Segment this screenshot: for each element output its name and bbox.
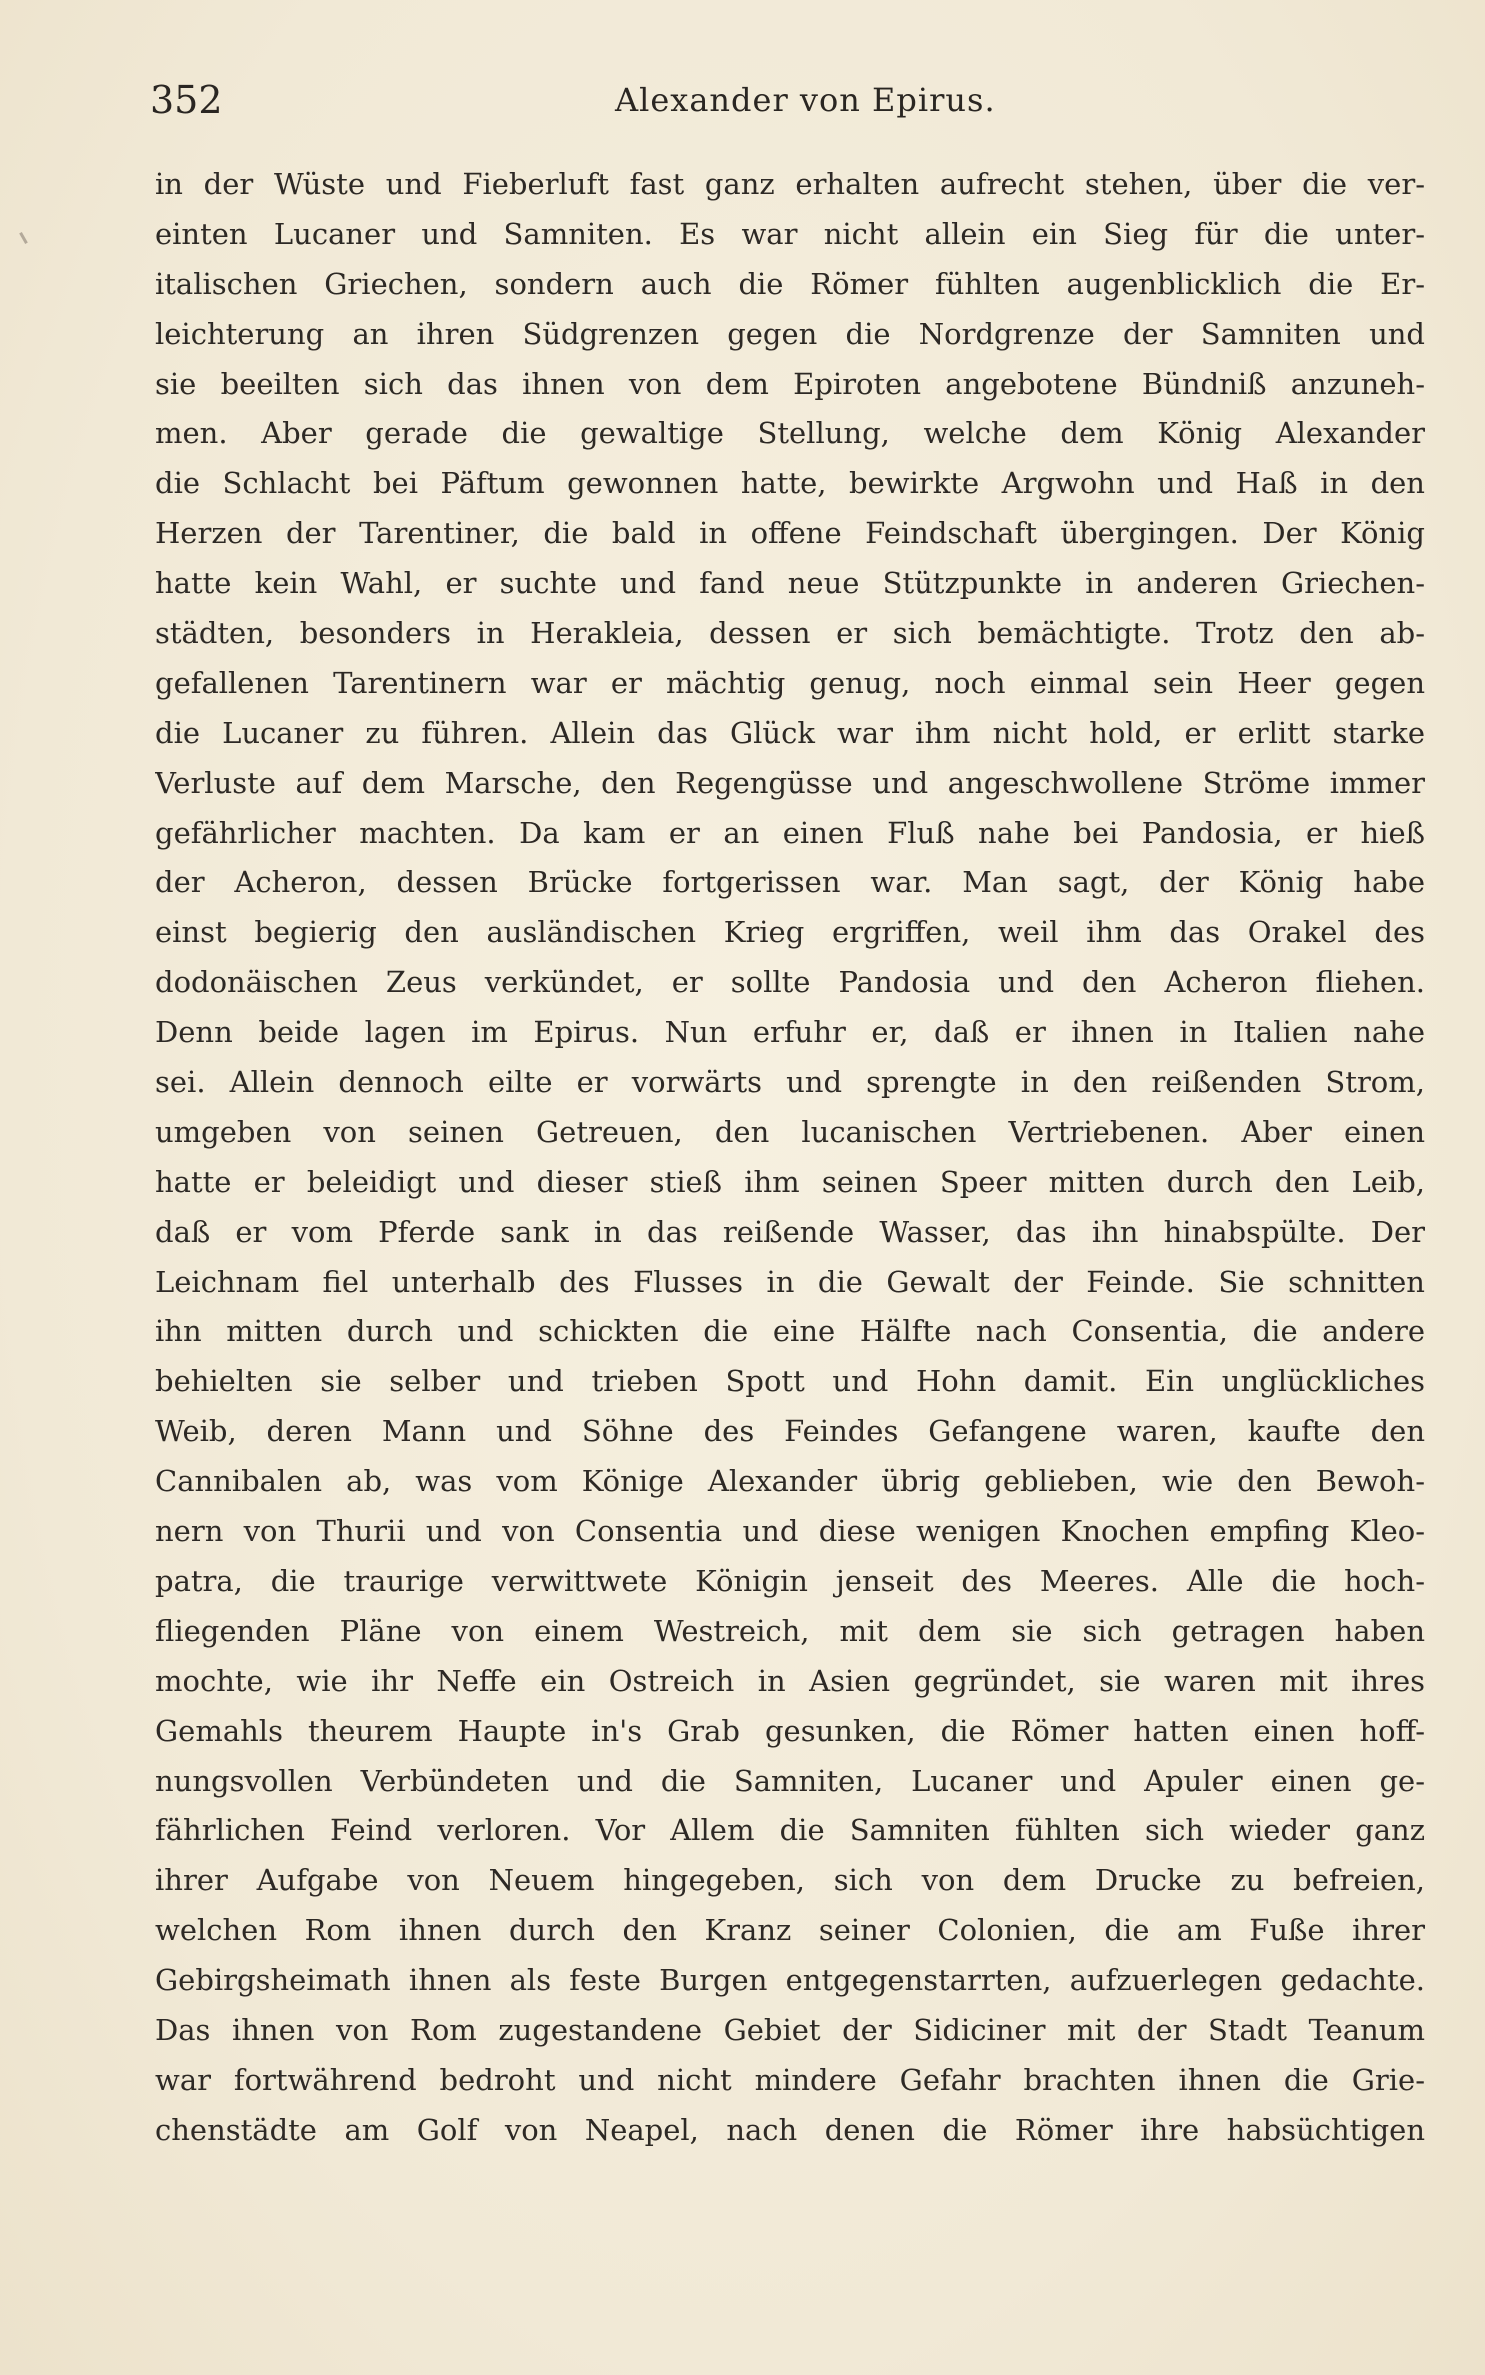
- text-line: war fortwährend bedroht und nicht mindere Gefahr brachten ihnen die Grie-: [155, 2062, 1425, 2097]
- text-line: Gebirgsheimath ihnen als feste Burgen entgegenstarrten, aufzuerlegen gedachte.: [155, 1963, 1425, 1998]
- text-line: sei. Allein dennoch eilte er vorwärts und sprengte in den reißenden Strom,: [155, 1065, 1425, 1100]
- body-text: [155, 160, 1425, 2156]
- text-line: hatte kein Wahl, er suchte und fand neue Stützpunkte in anderen Griechen-: [155, 566, 1425, 601]
- text-line: umgeben von seinen Getreuen, den lucanischen Vertriebenen. Aber einen: [155, 1114, 1425, 1149]
- text-line: ihrer Aufgabe von Neuem hingegeben, sich von dem Drucke zu befreien,: [155, 1863, 1425, 1898]
- text-line: Verluste auf dem Marsche, den Regengüsse und angeschwollene Ströme immer: [155, 765, 1425, 800]
- text-line: nern von Thurii und von Consentia und diese wenigen Knochen empfing Kleo-: [155, 1514, 1425, 1549]
- text-line: sie beeilten sich das ihnen von dem Epiroten angebotene Bündniß anzuneh-: [155, 366, 1425, 401]
- running-head: [150, 72, 1430, 128]
- text-line: der Acheron, dessen Brücke fortgerissen war. Man sagt, der König habe: [155, 865, 1425, 900]
- text-line: ihn mitten durch und schickten die eine Hälfte nach Consentia, die andere: [155, 1314, 1425, 1349]
- text-line: hatte er beleidigt und dieser stieß ihm seinen Speer mitten durch den Leib,: [155, 1164, 1425, 1199]
- text-line: Cannibalen ab, was vom Könige Alexander übrig geblieben, wie den Bewoh-: [155, 1464, 1425, 1499]
- text-line: dodonäischen Zeus verkündet, er sollte Pandosia und den Acheron fliehen.: [155, 965, 1425, 1000]
- text-line: behielten sie selber und trieben Spott und Hohn damit. Ein unglückliches: [155, 1364, 1425, 1399]
- text-line: fliegenden Pläne von einem Westreich, mit dem sie sich getragen haben: [155, 1613, 1425, 1648]
- text-line: in der Wüste und Fieberluft fast ganz erhalten aufrecht stehen, über die ver-: [155, 167, 1425, 201]
- text-line: mochte, wie ihr Neffe ein Ostreich in Asien gegründet, sie waren mit ihres: [155, 1663, 1425, 1698]
- text-line: Leichnam fiel unterhalb des Flusses in die Gewalt der Feinde. Sie schnitten: [155, 1264, 1425, 1299]
- text-line: Herzen der Tarentiner, die bald in offene Feindschaft übergingen. Der König: [155, 516, 1425, 551]
- text-line: die Schlacht bei Päftum gewonnen hatte, bewirkte Argwohn und Haß in den: [155, 466, 1425, 501]
- text-line: gefallenen Tarentinern war er mächtig genug, noch einmal sein Heer gegen: [155, 665, 1425, 700]
- text-line: fährlichen Feind verloren. Vor Allem die Samniten fühlten sich wieder ganz: [155, 1813, 1425, 1848]
- text-line: die Lucaner zu führen. Allein das Glück war ihm nicht hold, er erlitt starke: [155, 715, 1425, 750]
- text-line: einten Lucaner und Samniten. Es war nicht allein ein Sieg für die unter-: [155, 216, 1425, 251]
- text-line: patra, die traurige verwittwete Königin jenseit des Meeres. Alle die hoch-: [155, 1563, 1425, 1598]
- text-line: men. Aber gerade die gewaltige Stellung, welche dem König Alexander: [155, 416, 1425, 451]
- text-line: chenstädte am Golf von Neapel, nach denen die Römer ihre habsüchtigen: [155, 2112, 1425, 2147]
- page-number: 352: [150, 78, 223, 122]
- text-line: städten, besonders in Herakleia, dessen er sich bemächtigte. Trotz den ab-: [155, 616, 1425, 651]
- text-line: Gemahls theurem Haupte in's Grab gesunken, die Römer hatten einen hoff-: [155, 1713, 1425, 1748]
- text-line: leichterung an ihren Südgrenzen gegen die Nordgrenze der Samniten und: [155, 316, 1425, 351]
- text-line: gefährlicher machten. Da kam er an einen Fluß nahe bei Pandosia, er hieß: [155, 815, 1425, 850]
- text-line: italischen Griechen, sondern auch die Römer fühlten augenblicklich die Er-: [155, 266, 1425, 301]
- text-line: welchen Rom ihnen durch den Kranz seiner Colonien, die am Fuße ihrer: [155, 1913, 1425, 1948]
- text-line: daß er vom Pferde sank in das reißende Wasser, das ihn hinabspülte. Der: [155, 1214, 1425, 1249]
- text-line: Denn beide lagen im Epirus. Nun erfuhr er, daß er ihnen in Italien nahe: [155, 1015, 1425, 1050]
- running-title: Alexander von Epirus.: [615, 81, 996, 119]
- margin-mark: [19, 232, 28, 244]
- text-line: Das ihnen von Rom zugestandene Gebiet der Sidiciner mit der Stadt Teanum: [155, 2012, 1425, 2047]
- text-line: einst begierig den ausländischen Krieg ergriffen, weil ihm das Orakel des: [155, 915, 1425, 950]
- text-line: nungsvollen Verbündeten und die Samniten, Lucaner und Apuler einen ge-: [155, 1763, 1425, 1798]
- text-line: Weib, deren Mann und Söhne des Feindes Gefangene waren, kaufte den: [155, 1414, 1425, 1449]
